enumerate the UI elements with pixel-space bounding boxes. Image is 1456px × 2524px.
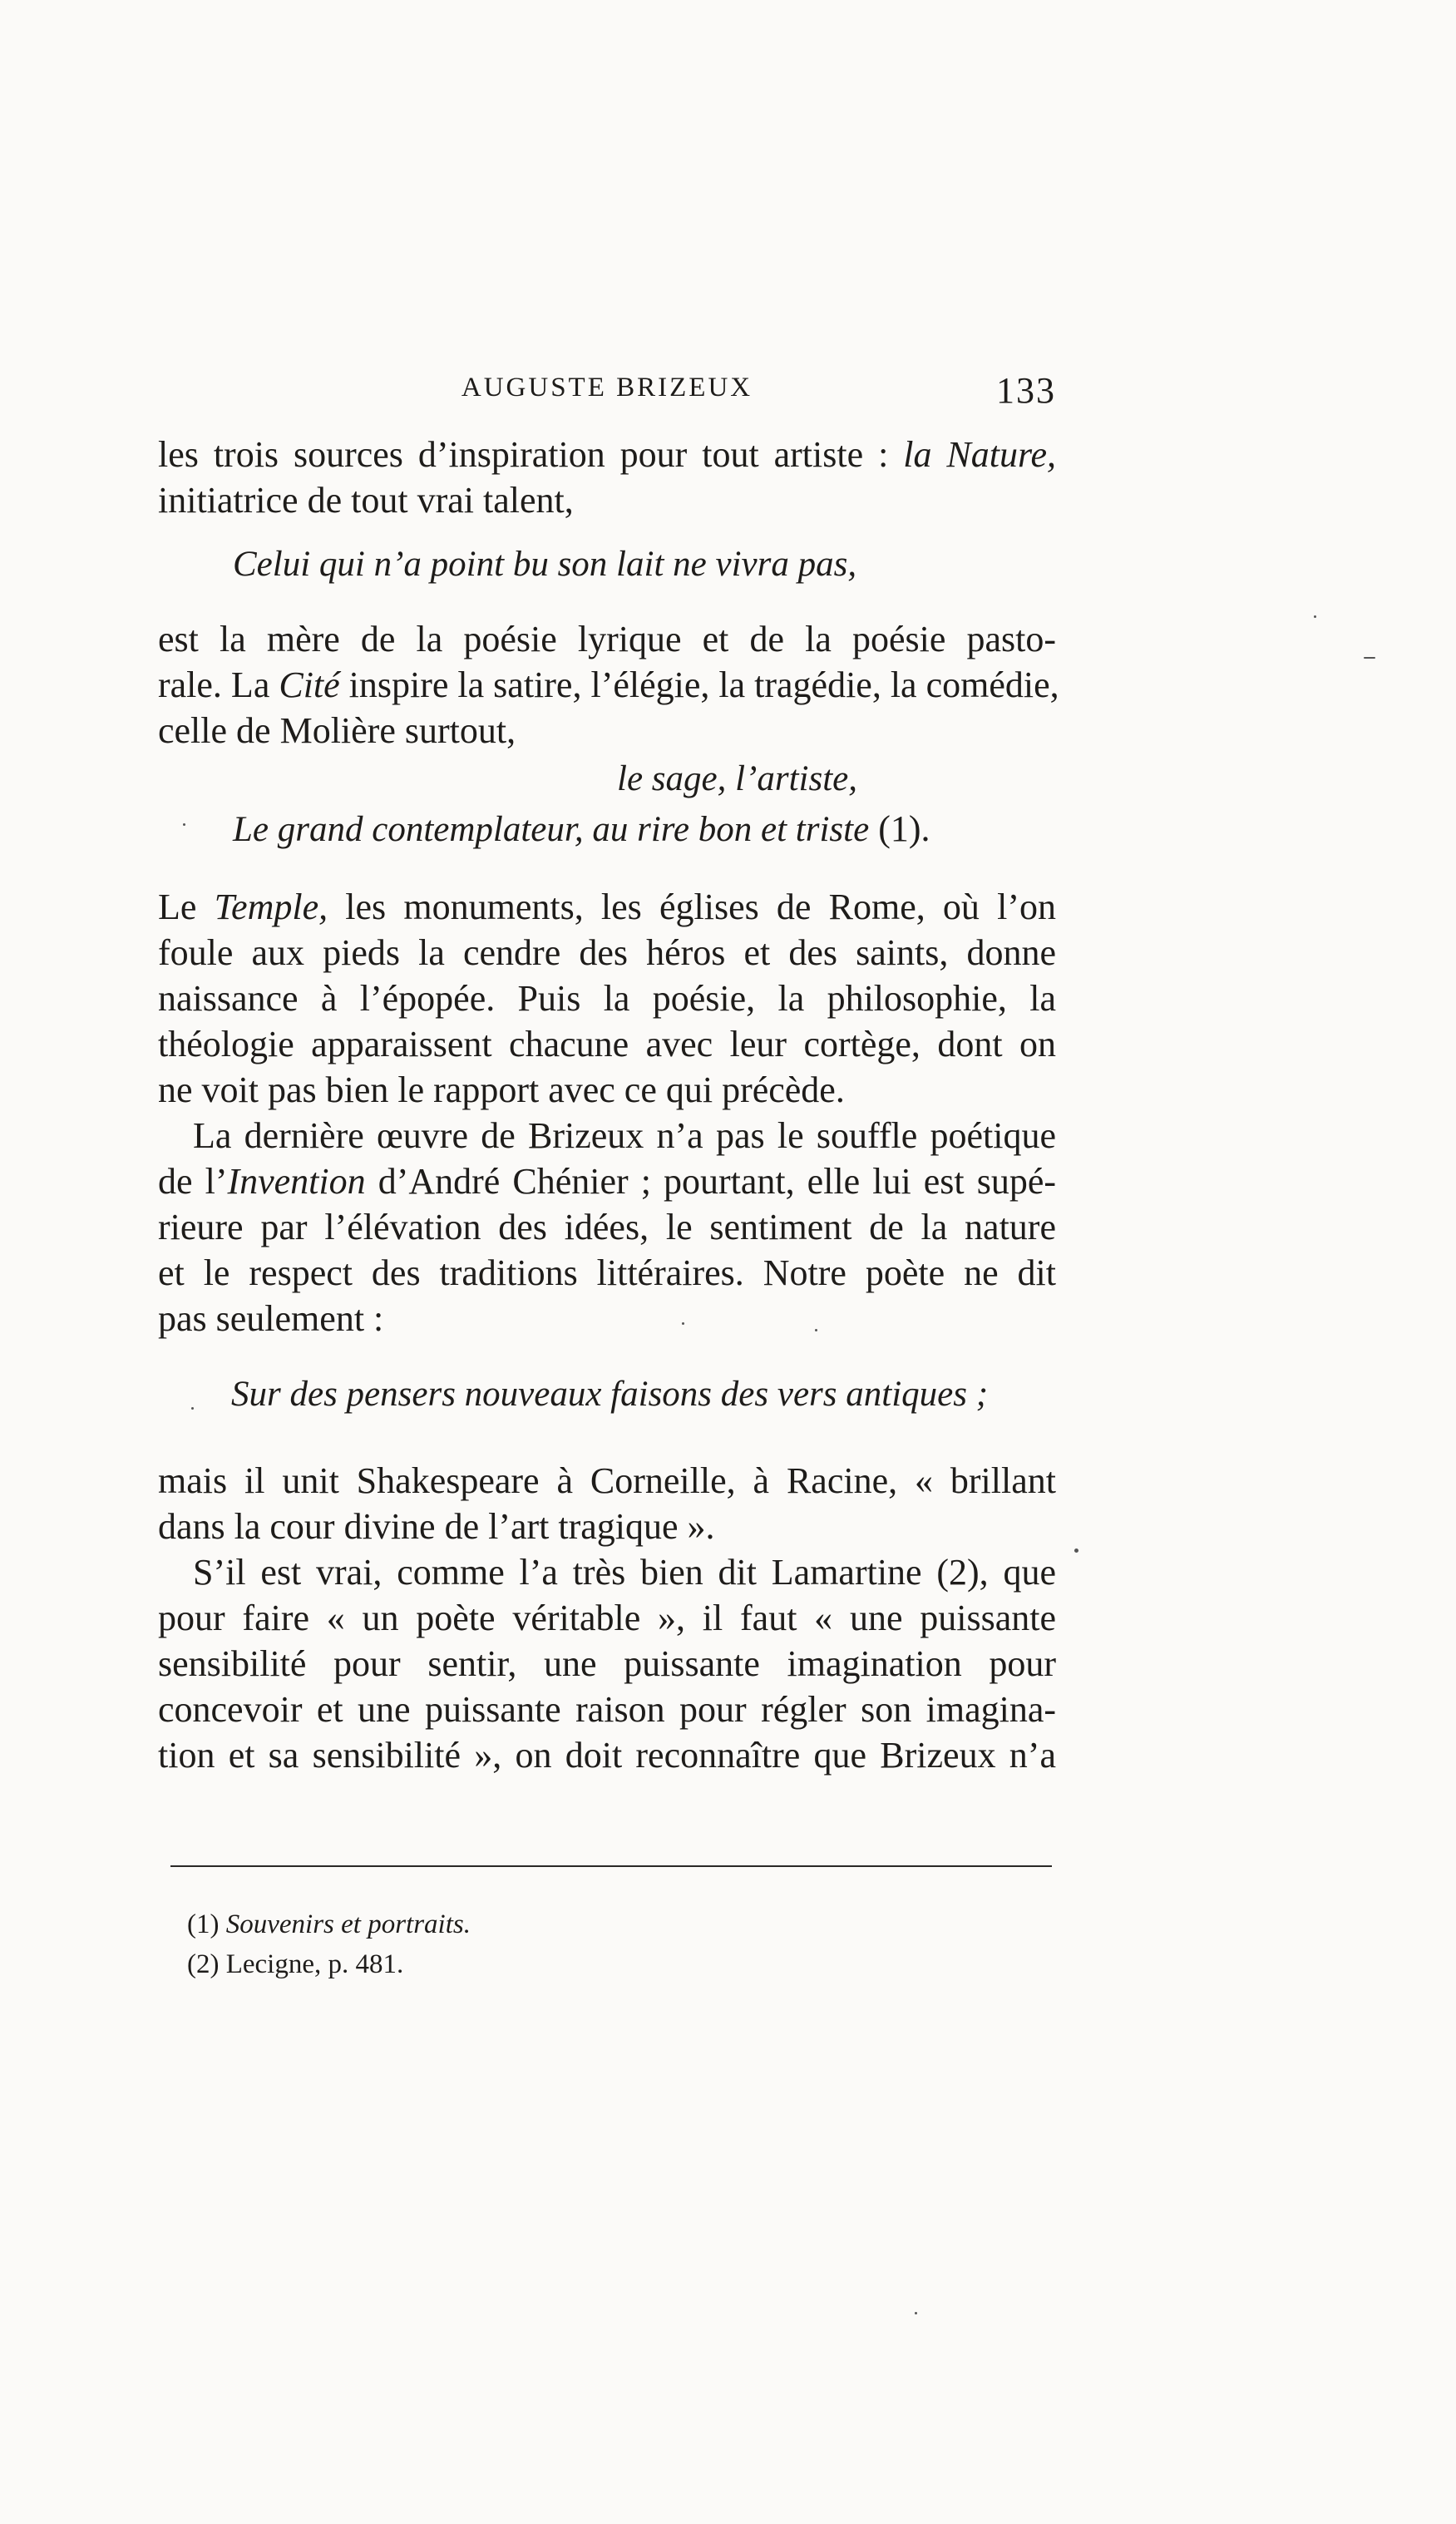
emphasis: Temple,: [214, 887, 328, 927]
emphasis: Invention: [227, 1161, 366, 1202]
paper-speck: [1364, 657, 1375, 659]
text-line: rale. La Cité inspire la satire, l’élégie, la tragédie, la comédie,: [158, 664, 1059, 705]
text-line: mais il unit Shakespeare à Corneille, à Racine, « brillant: [158, 1460, 1056, 1501]
verse-quote: Le grand contemplateur, au rire bon et triste (1).: [233, 808, 930, 849]
verse-quote: Sur des pensers nouveaux faisons des vers antiques ;: [231, 1375, 989, 1414]
text-line: les trois sources d’inspiration pour tout artiste : la Nature,: [158, 434, 1056, 475]
text-line: est la mère de la poésie lyrique et de la poésie pasto-: [158, 619, 1056, 659]
emphasis: la Nature,: [903, 434, 1056, 475]
paper-speck: [915, 2312, 917, 2314]
text-line: Le Temple, les monuments, les églises de Rome, où l’on: [158, 887, 1057, 927]
text-line: pas seulement :: [158, 1298, 384, 1339]
paper-speck: [815, 1329, 817, 1331]
text-line: sensibilité pour sentir, une puissante imagination pour: [158, 1643, 1056, 1684]
text-line: théologie apparaissent chacune avec leur cortège, dont on: [158, 1024, 1056, 1064]
footnote: (1) Souvenirs et portraits.: [187, 1909, 471, 1939]
page-number: 133: [996, 370, 1056, 411]
emphasis: Cité: [279, 664, 340, 705]
text-line: foule aux pieds la cendre des héros et des saints, donne: [158, 932, 1056, 973]
text-line: naissance à l’épopée. Puis la poésie, la philosophie, la: [158, 978, 1056, 1019]
text-line: concevoir et une puissante raison pour régler son imagina-: [158, 1689, 1056, 1730]
paper-speck: [183, 823, 185, 826]
paper-speck: [191, 1407, 194, 1410]
text-line: ne voit pas bien le rapport avec ce qui précède.: [158, 1069, 845, 1110]
text-line: celle de Molière surtout,: [158, 710, 516, 751]
page-header: [158, 370, 1056, 422]
footnote-rule: [170, 1865, 1052, 1867]
text-line: initiatrice de tout vrai talent,: [158, 480, 574, 521]
text-line: S’il est vrai, comme l’a très bien dit Lamartine (2), que: [193, 1552, 1056, 1593]
text-line: dans la cour divine de l’art tragique ».: [158, 1506, 715, 1547]
text-line: de l’Invention d’André Chénier ; pourtant, elle lui est supé-: [158, 1161, 1056, 1202]
text-line: et le respect des traditions littéraires. Notre poète ne dit: [158, 1252, 1056, 1293]
paper-speck: [682, 1322, 684, 1325]
text-line: rieure par l’élévation des idées, le sentiment de la nature: [158, 1207, 1056, 1247]
text-line: tion et sa sensibilité », on doit reconnaître que Brizeux n’a: [158, 1735, 1056, 1776]
verse-quote: Celui qui n’a point bu son lait ne vivra pas,: [233, 545, 857, 584]
paper-speck: [1314, 615, 1316, 618]
text-line: La dernière œuvre de Brizeux n’a pas le souffle poétique: [193, 1115, 1056, 1156]
paper-speck: [1074, 1548, 1078, 1553]
verse-quote: le sage, l’artiste,: [617, 759, 858, 798]
footnote: (2) Lecigne, p. 481.: [187, 1949, 404, 1979]
text-line: pour faire « un poète véritable », il faut « une puissante: [158, 1598, 1056, 1638]
running-title: AUGUSTE BRIZEUX: [461, 373, 753, 403]
